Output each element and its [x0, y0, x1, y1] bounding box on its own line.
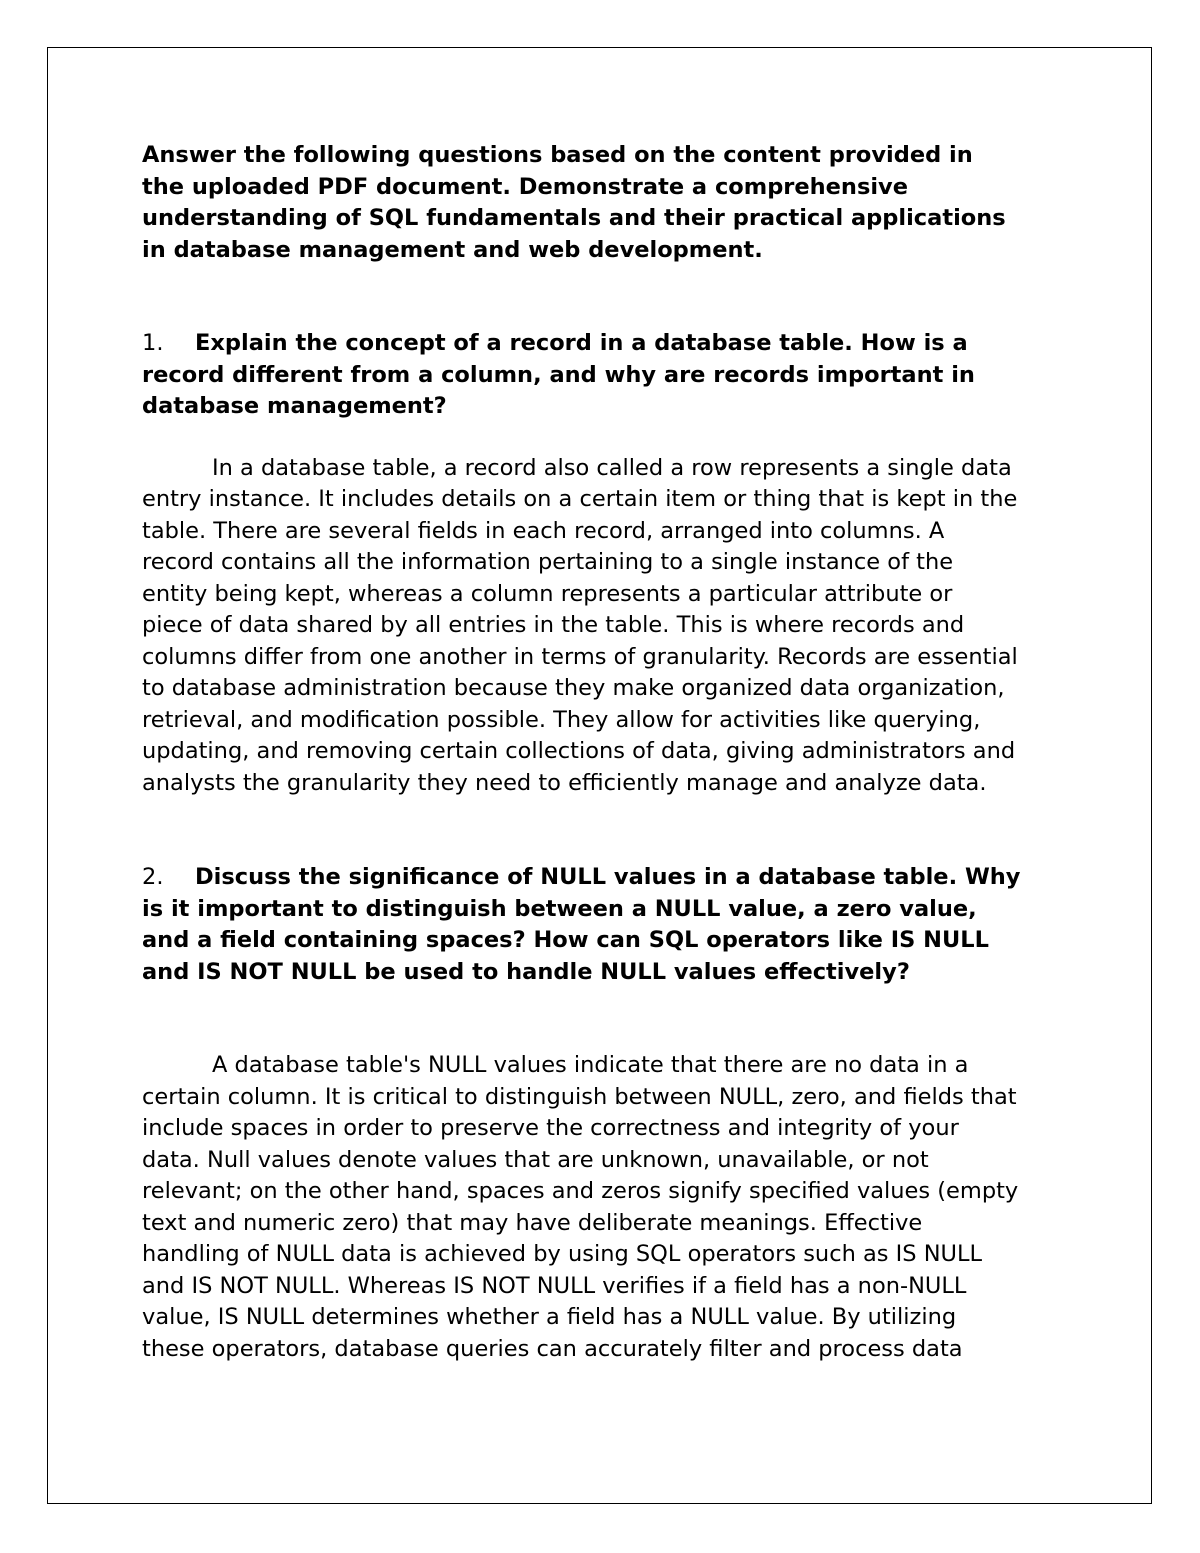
answer-1-line: columns differ from one another in terms of granularity. Records are essential — [142, 643, 1018, 670]
answer-2-line: value, IS NULL determines whether a field has a NULL value. By utilizing — [142, 1304, 957, 1330]
intro-line: understanding of SQL fundamentals and their practical applications — [142, 205, 1006, 231]
answer-1-line: updating, and removing certain collections of data, giving administrators and — [142, 738, 1016, 764]
answer-1 — [142, 453, 1082, 800]
answer-2-line: these operators, database queries can accurately filter and process data — [142, 1335, 963, 1362]
question-2-line — [142, 862, 1082, 894]
answer-2-line: text and numeric zero) that may have deliberate meanings. Effective — [142, 1209, 923, 1236]
question-1-text-first: Explain the concept of a record in a database table. How is a — [195, 330, 968, 356]
question-1-line: database management? — [142, 393, 447, 419]
intro-line: Answer the following questions based on the content provided in — [142, 142, 973, 168]
answer-1-line: analysts the granularity they need to efficiently manage and analyze data. — [142, 769, 987, 796]
answer-2 — [142, 1050, 1082, 1365]
question-2-line: and a field containing spaces? How can SQL operators like IS NULL — [142, 927, 989, 953]
answer-1-line: record contains all the information pertaining to a single instance of the — [142, 549, 954, 575]
question-2-text-first: Discuss the significance of NULL values in a database table. Why — [195, 864, 1021, 890]
answer-1-line: entry instance. It includes details on a certain item or thing that is kept in the — [142, 486, 1018, 512]
answer-1-line: piece of data shared by all entries in the table. This is where records and — [142, 612, 965, 638]
question-1-line — [142, 328, 1082, 360]
question-1 — [142, 328, 1082, 423]
answer-1-line: to database administration because they make organized data organization, — [142, 675, 1005, 701]
answer-2-line: relevant; on the other hand, spaces and zeros signify specified values (empty — [142, 1178, 1019, 1204]
answer-2-line: certain column. It is critical to distinguish between NULL, zero, and fields that — [142, 1083, 1017, 1110]
answer-2-line: data. Null values denote values that are unknown, unavailable, or not — [142, 1146, 929, 1173]
answer-1-line: retrieval, and modification possible. They allow for activities like querying, — [142, 706, 981, 733]
intro-line: the uploaded PDF document. Demonstrate a comprehensive — [142, 173, 908, 200]
answer-1-text-first: In a database table, a record also called a row represents a single data — [212, 454, 1012, 481]
answer-2-text-first: A database table's NULL values indicate that there are no data in a — [212, 1052, 969, 1078]
question-1-number: 1. — [142, 330, 164, 356]
answer-1-line: entity being kept, whereas a column represents a particular attribute or — [142, 580, 953, 607]
question-2-number: 2. — [142, 864, 164, 890]
answer-2-line: handling of NULL data is achieved by using SQL operators such as IS NULL — [142, 1241, 983, 1267]
question-2-line: is it important to distinguish between a NULL value, a zero value, — [142, 895, 977, 922]
answer-1-line — [142, 453, 1082, 485]
question-1-line: record different from a column, and why are records important in — [142, 361, 975, 388]
intro-paragraph — [142, 140, 1082, 266]
answer-2-line: and IS NOT NULL. Whereas IS NOT NULL verifies if a field has a non-NULL — [142, 1272, 967, 1299]
answer-2-line — [142, 1050, 1082, 1082]
document-body — [142, 140, 1082, 1365]
question-2 — [142, 862, 1082, 988]
intro-line: in database management and web development. — [142, 236, 763, 263]
answer-1-line: table. There are several fields in each record, arranged into columns. A — [142, 517, 945, 544]
answer-2-line: include spaces in order to preserve the correctness and integrity of your — [142, 1115, 959, 1141]
question-2-line: and IS NOT NULL be used to handle NULL values effectively? — [142, 958, 910, 985]
